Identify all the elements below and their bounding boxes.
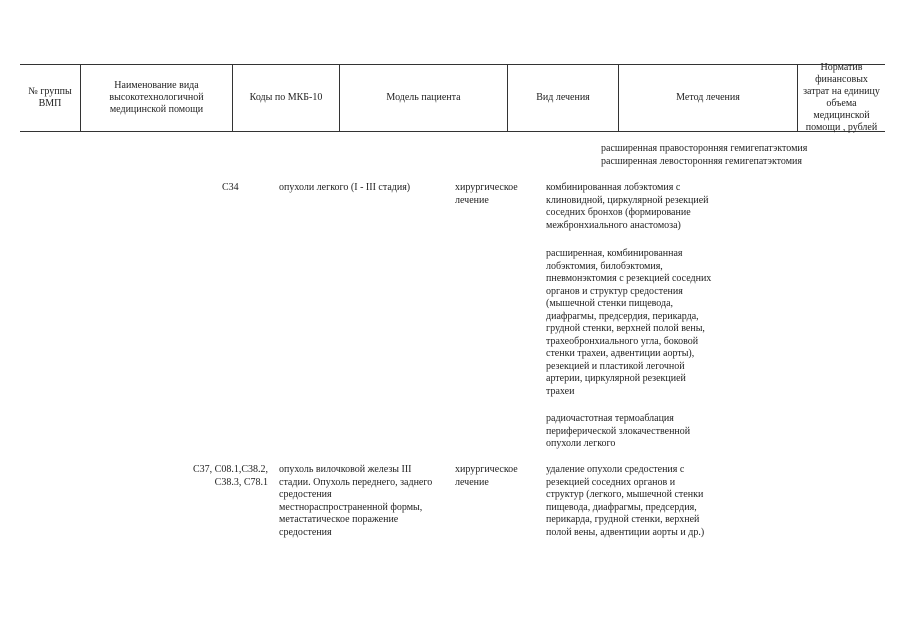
header-group-number: № группы ВМП [20,65,81,131]
header-financial-norm: Норматив финансовых затрат на единицу объема медицинской помощи , рублей [803,62,880,133]
header-treatment-type: Вид лечения [508,65,619,131]
treatment-type: хирургическое лечение [455,182,518,206]
treatment-method: удаление опухоли средостения с резекцией соседних органов и структур (легкого, мышечной стенки пищевода, диафрагмы, предсердия, перикарда, грудной стенки, верхней полой вены, адвентиции аорты и др.) [546,464,705,538]
patient-model: опухоль вилочковой железы III стадии. Опухоль переднего, заднего средостения местнораспространенной формы, метастатическое поражение средостения [279,464,433,538]
treatment-method: комбинированная лобэктомия с клиновидной, циркулярной резекцией соседних бронхов (формирование межбронхиального анастомоза) [546,182,709,231]
icd-code: C37, C08.1,C38.2, C38.3, C78.1 [192,464,268,488]
header-treatment-method: Метод лечения [619,65,798,131]
icd-code: C34 [222,182,239,193]
table-header [20,64,885,132]
header-icd-codes: Коды по МКБ-10 [233,65,340,131]
header-patient-model: Модель пациента [340,65,508,131]
treatment-type: хирургическое лечение [455,464,518,488]
treatment-method: радиочастотная термоаблация периферической злокачественной опухоли легкого [546,413,691,449]
patient-model: опухоли легкого (I - III стадия) [279,182,411,193]
continued-methods: расширенная правосторонняя гемигепатэктомия расширенная левосторонняя гемигепатэктомия [601,143,808,167]
header-care-type-name: Наименование вида высокотехнологичной медицинской помощи [81,65,233,131]
treatment-method: расширенная, комбинированная лобэктомия, билобэктомия, пневмонэктомия с резекцией соседних органов и структур средостения (мышечной стенки пищевода, диафрагмы, предсердия, перикарда, грудной стенки, верхней полой вены, трахеобронхиального угла, боковой стенки трахеи, адвентиции аорты), резекцией и пластикой легочной артерии, циркулярной резекцией трахеи [546,248,712,397]
